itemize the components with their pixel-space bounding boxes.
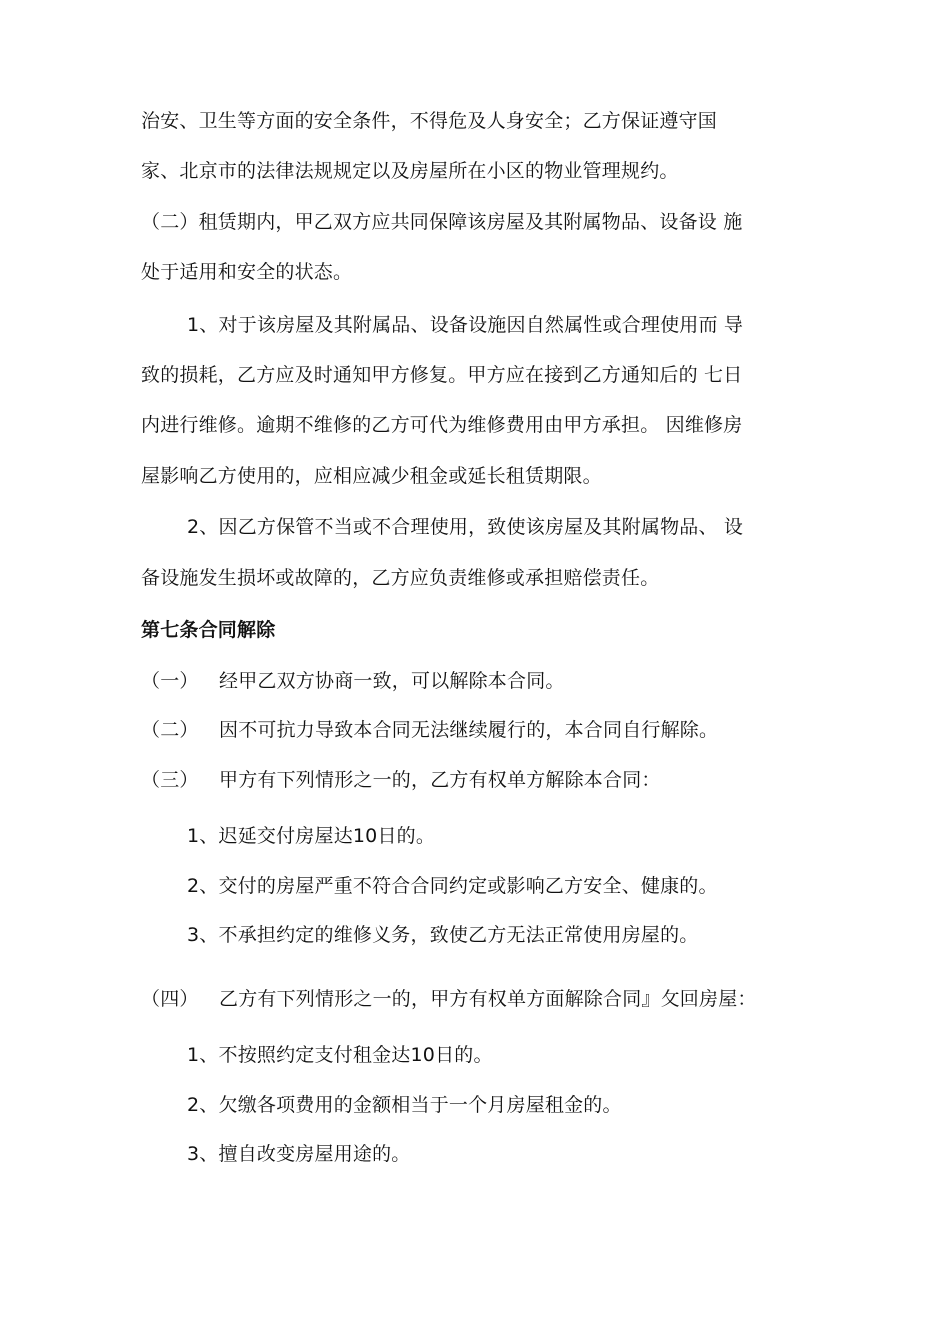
- clause-3-text: 甲方有下列情形之一的，乙方有权单方解除本合同：: [219, 769, 661, 791]
- clause-1-label: （一）: [141, 670, 199, 692]
- paragraph-line-8: 屋影响乙方使用的，应相应减少租金或延长租赁期限。: [141, 465, 602, 487]
- paragraph-line-7: 内进行维修。逾期不维修的乙方可代为维修费用由甲方承担。 因维修房: [141, 414, 743, 436]
- paragraph-line-5: 1、对于该房屋及其附属品、设备设施因自然属性或合理使用而 导: [187, 314, 744, 336]
- clause-4-label: （四）: [141, 988, 199, 1010]
- paragraph-line-10: 备设施发生损坏或故障的，乙方应负责维修或承担赔偿责任。: [141, 567, 660, 589]
- sub-item-b-3: 3、擅自改变房屋用途的。: [187, 1143, 411, 1165]
- clause-2-text: 因不可抗力导致本合同无法继续履行的，本合同自行解除。: [219, 719, 719, 741]
- paragraph-line-4: 处于适用和安全的状态。: [141, 261, 353, 283]
- section-heading: 第七条合同解除: [141, 619, 276, 641]
- sub-item-a-2: 2、交付的房屋严重不符合合同约定或影响乙方安全、健康的。: [187, 875, 718, 897]
- clause-1-text: 经甲乙双方协商一致，可以解除本合同。: [219, 670, 565, 692]
- paragraph-line-6: 致的损耗，乙方应及时通知甲方修复。甲方应在接到乙方通知后的 七日: [141, 364, 743, 386]
- paragraph-line-3: （二）租赁期内，甲乙双方应共同保障该房屋及其附属物品、设备设 施: [141, 211, 743, 233]
- paragraph-line-2: 家、北京市的法律法规规定以及房屋所在小区的物业管理规约。: [141, 160, 679, 182]
- paragraph-line-9: 2、因乙方保管不当或不合理使用，致使该房屋及其附属物品、 设: [187, 516, 744, 538]
- clause-2-label: （二）: [141, 719, 199, 741]
- clause-4-text: 乙方有下列情形之一的，甲方有权单方面解除合同』攵回房屋：: [219, 988, 757, 1010]
- sub-item-a-1: 1、迟延交付房屋达10日的。: [187, 825, 436, 847]
- paragraph-line-1: 治安、卫生等方面的安全条件，不得危及人身安全；乙方保证遵守国: [141, 110, 718, 132]
- sub-item-a-3: 3、不承担约定的维修义务，致使乙方无法正常使用房屋的。: [187, 924, 699, 946]
- clause-4: [141, 986, 757, 1012]
- clause-2: [141, 717, 718, 743]
- clause-3-label: （三）: [141, 769, 199, 791]
- sub-item-b-2: 2、欠缴各项费用的金额相当于一个月房屋租金的。: [187, 1094, 622, 1116]
- clause-1: [141, 668, 565, 694]
- sub-item-b-1: 1、不按照约定支付租金达10日的。: [187, 1044, 493, 1066]
- clause-3: [141, 767, 661, 793]
